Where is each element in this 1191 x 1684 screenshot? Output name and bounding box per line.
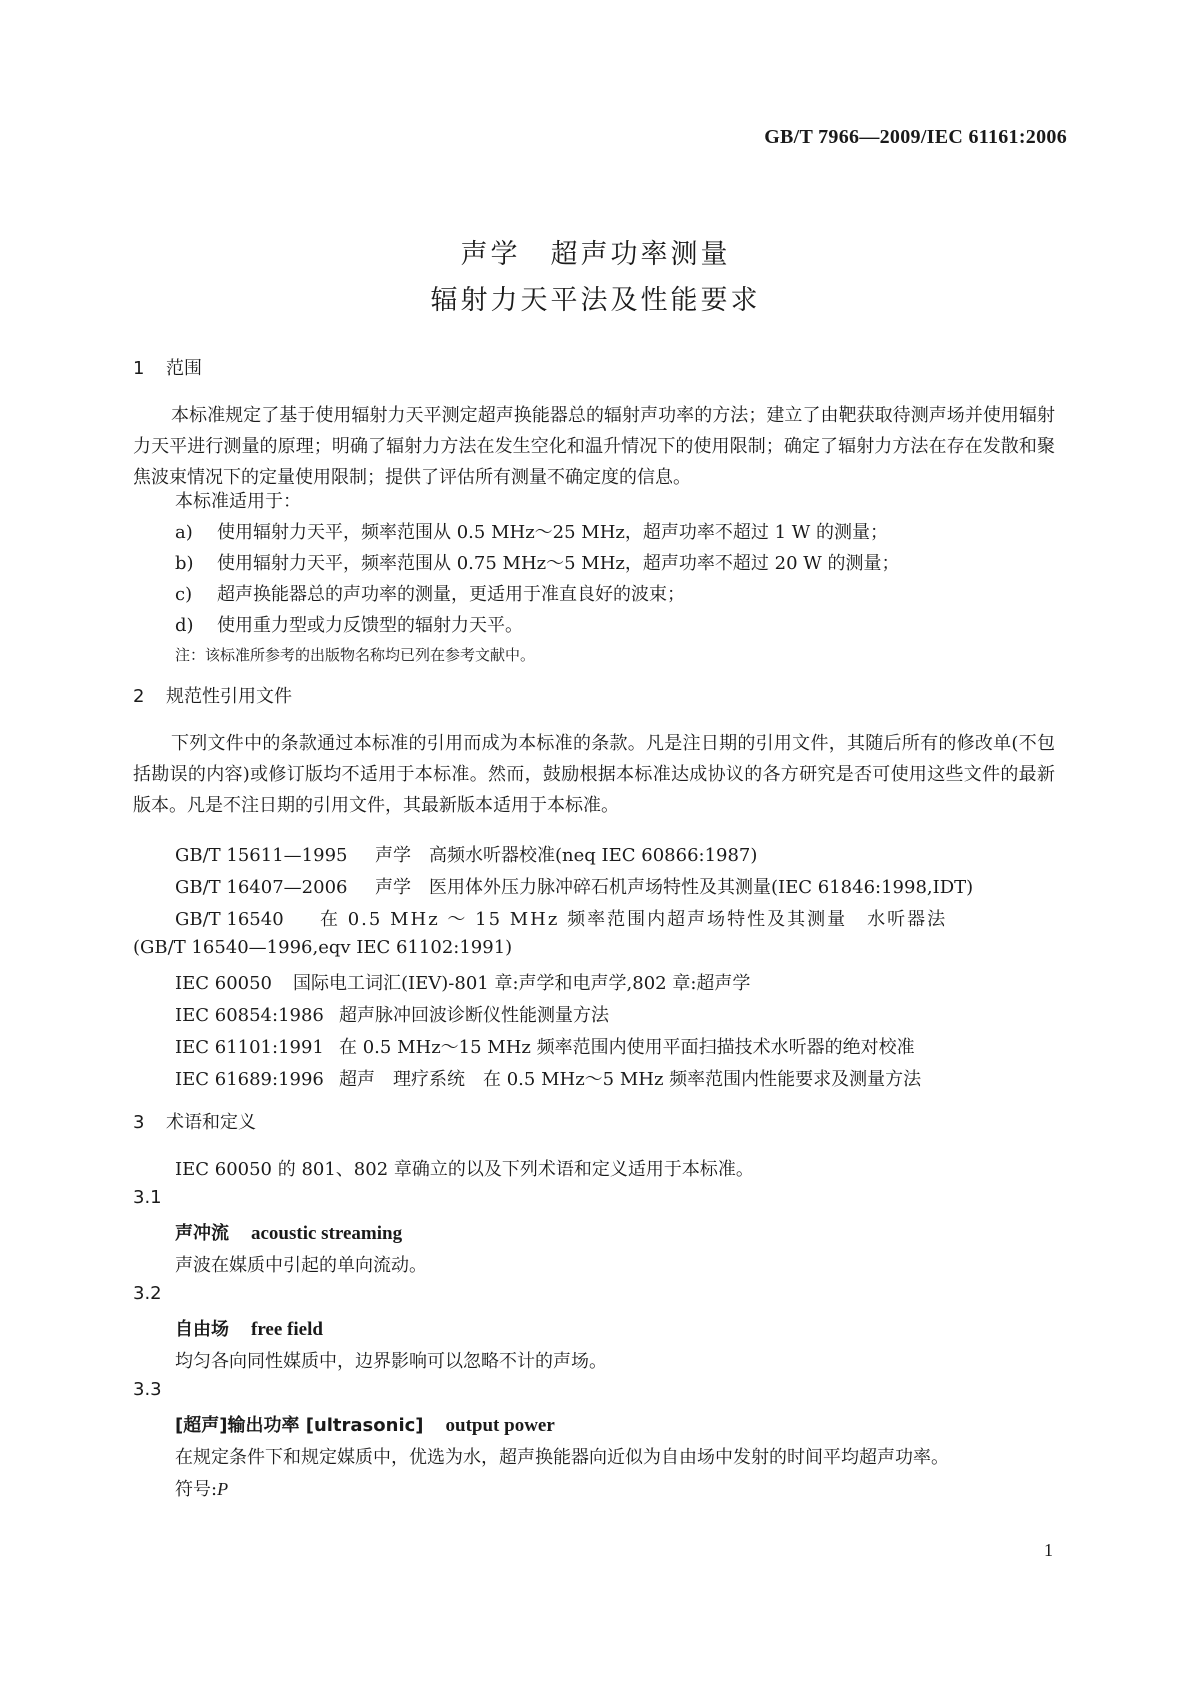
ref-title: 国际电工词汇(IEV)-801 章:声学和电声学,802 章:超声学 <box>293 973 751 994</box>
section-number: 3 <box>133 1112 145 1133</box>
list-label: d) <box>175 615 194 636</box>
section-title: 范围 <box>166 358 202 379</box>
reference-item <box>175 841 757 867</box>
section-1-note: 注：该标准所参考的出版物名称均已列在参考文献中。 <box>175 646 536 664</box>
section-3-heading <box>133 1108 256 1134</box>
list-item <box>175 549 900 575</box>
section-number: 1 <box>133 358 145 379</box>
term-en: output power <box>445 1415 555 1436</box>
section-1-heading <box>133 354 202 380</box>
term-number: 3.3 <box>133 1379 162 1400</box>
ref-title: 超声脉冲回波诊断仪性能测量方法 <box>339 1005 609 1026</box>
ref-code: IEC 61101:1991 <box>175 1037 324 1058</box>
term-zh: 自由场 <box>175 1319 229 1340</box>
term-heading <box>175 1219 402 1245</box>
reference-item <box>175 1001 609 1027</box>
symbol-label: 符号: <box>175 1479 218 1500</box>
reference-continuation: (GB/T 16540—1996,eqv IEC 61102:1991) <box>133 937 513 958</box>
ref-code: GB/T 16540 <box>175 909 284 930</box>
ref-title: 在 0.5 MHz～15 MHz 频率范围内使用平面扫描技术水听器的绝对校准 <box>339 1037 915 1058</box>
ref-title: 声学 高频水听器校准(neq IEC 60866:1987) <box>375 845 758 866</box>
list-text: 使用重力型或力反馈型的辐射力天平。 <box>217 615 523 636</box>
section-2-heading <box>133 682 292 708</box>
doc-code-header: GB/T 7966—2009/IEC 61161:2006 <box>764 126 1067 148</box>
term-en: free field <box>251 1319 323 1340</box>
ref-code: IEC 60050 <box>175 973 273 994</box>
section-title: 术语和定义 <box>166 1112 256 1133</box>
list-label: b) <box>175 553 194 574</box>
ref-code: GB/T 15611—1995 <box>175 845 348 866</box>
list-text: 使用辐射力天平，频率范围从 0.5 MHz～25 MHz，超声功率不超过 1 W 的测量； <box>217 522 889 543</box>
term-zh: 声冲流 <box>175 1223 229 1244</box>
term-zh: [超声]输出功率 [ultrasonic] <box>175 1415 424 1436</box>
ref-code: GB/T 16407—2006 <box>175 877 348 898</box>
reference-item <box>175 1065 921 1091</box>
ref-code: IEC 61689:1996 <box>175 1069 324 1090</box>
section-3-intro: IEC 60050 的 801、802 章确立的以及下列术语和定义适用于本标准。 <box>175 1159 754 1180</box>
list-item <box>175 580 685 606</box>
term-heading <box>175 1315 323 1341</box>
reference-item <box>175 905 947 931</box>
section-number: 2 <box>133 686 145 707</box>
term-number: 3.2 <box>133 1283 162 1304</box>
ref-title: 声学 医用体外压力脉冲碎石机声场特性及其测量(IEC 61846:1998,IDT) <box>375 877 974 898</box>
term-number: 3.1 <box>133 1187 162 1208</box>
ref-code: IEC 60854:1986 <box>175 1005 324 1026</box>
term-definition: 在规定条件下和规定媒质中，优选为水，超声换能器向近似为自由场中发射的时间平均超声功率。 <box>175 1447 949 1468</box>
section-2-paragraph: 下列文件中的条款通过本标准的引用而成为本标准的条款。凡是注日期的引用文件，其随后所有的修改单(不包括勘误的内容)或修订版均不适用于本标准。然而，鼓励根据本标准达成协议的各方研究是否可使用这些文件的最新版本。凡是不注日期的引用文件，其最新版本适用于本标准。 <box>133 733 1055 816</box>
term-definition: 均匀各向同性媒质中，边界影响可以忽略不计的声场。 <box>175 1351 607 1372</box>
reference-item <box>175 969 750 995</box>
section-1-paragraph: 本标准规定了基于使用辐射力天平测定超声换能器总的辐射声功率的方法；建立了由靶获取待测声场并使用辐射力天平进行测量的原理；明确了辐射力方法在发生空化和温升情况下的使用限制；确定了辐射力方法在存在发散和聚焦波束情况下的定量使用限制；提供了评估所有测量不确定度的信息。 <box>133 405 1055 488</box>
list-item <box>175 611 523 637</box>
page-number: 1 <box>1044 1540 1053 1560</box>
ref-title: 在 0.5 MHz ～ 15 MHz 频率范围内超声场特性及其测量 水听器法 <box>320 909 948 930</box>
list-item <box>175 518 888 544</box>
doc-title-line2: 辐射力天平法及性能要求 <box>430 285 761 316</box>
term-definition: 声波在媒质中引起的单向流动。 <box>175 1255 427 1276</box>
term-symbol <box>175 1475 228 1501</box>
ref-title: 超声 理疗系统 在 0.5 MHz～5 MHz 频率范围内性能要求及测量方法 <box>339 1069 922 1090</box>
list-label: c) <box>175 584 193 605</box>
term-en: acoustic streaming <box>251 1223 403 1244</box>
doc-title-line1: 声学 超声功率测量 <box>460 239 731 270</box>
symbol-value: P <box>217 1479 229 1499</box>
list-text: 超声换能器总的声功率的测量，更适用于准直良好的波束； <box>217 584 685 605</box>
list-text: 使用辐射力天平，频率范围从 0.75 MHz～5 MHz，超声功率不超过 20 W 的测量； <box>217 553 900 574</box>
section-title: 规范性引用文件 <box>166 686 292 707</box>
reference-item <box>175 873 973 899</box>
list-label: a) <box>175 522 193 543</box>
reference-item <box>175 1033 915 1059</box>
applies-line: 本标准适用于： <box>175 491 301 512</box>
term-heading <box>175 1411 555 1437</box>
